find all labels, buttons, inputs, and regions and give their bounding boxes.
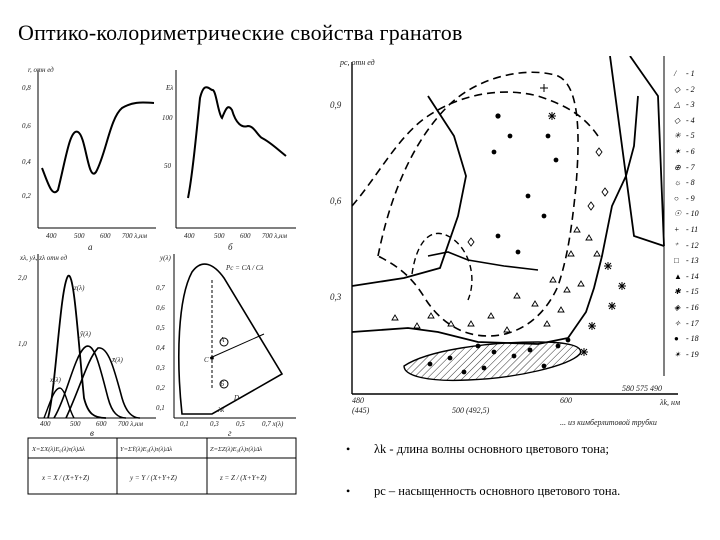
- tick: 0,3: [156, 364, 165, 372]
- legend-marker-icon: ⁺: [674, 240, 679, 250]
- bullet-text: λk - длина волны основного цветового тона;: [374, 442, 609, 456]
- legend-marker-icon: ⊕: [674, 162, 681, 172]
- legend-item: [674, 175, 710, 191]
- chroma-point: λk: [218, 406, 225, 414]
- tick: 400: [46, 232, 57, 240]
- legend-item: [674, 300, 710, 316]
- legend-item: [674, 316, 710, 332]
- tick: 0,7 x(λ): [262, 420, 284, 428]
- legend-item: [674, 222, 710, 238]
- legend-marker-icon: +: [674, 224, 680, 234]
- chroma-ylabel: y(λ): [160, 254, 171, 262]
- tick: 600: [560, 396, 572, 405]
- figure-left: [14, 58, 300, 498]
- tick: 400: [184, 232, 195, 240]
- legend-marker-icon: ○: [674, 193, 679, 203]
- legend-item: [674, 82, 710, 98]
- legend-label: - 15: [686, 287, 699, 297]
- panel-letter: а: [88, 242, 93, 252]
- legend-label: - 8: [686, 178, 695, 188]
- curve-label: x(λ): [50, 376, 61, 384]
- legend-label: - 13: [686, 256, 699, 266]
- legend-label: - 5: [686, 131, 695, 141]
- legend-label: - 2: [686, 84, 695, 94]
- legend-label: - 14: [686, 271, 699, 281]
- caption-fragment: ... из кимберлитовой трубки: [560, 418, 657, 427]
- legend-item: [674, 160, 710, 176]
- chroma-point: C: [204, 356, 209, 364]
- tick: 500: [70, 420, 81, 428]
- legend-marker-icon: □: [674, 256, 679, 266]
- tick: 0,2: [156, 384, 165, 392]
- legend-marker-icon: △: [674, 100, 681, 110]
- tick: 500 (492,5): [452, 406, 490, 415]
- tick: 480: [352, 396, 364, 405]
- tick: 700 λ,нм: [262, 232, 287, 240]
- legend-label: - 3: [686, 100, 695, 110]
- tick: 700 λ,нм: [122, 232, 147, 240]
- bullet-text: pc – насыщенность основного цветового тона.: [374, 484, 621, 498]
- curve-label: ȳ(λ): [80, 330, 91, 338]
- slide-title: Оптико-колориметрические свойства гранатов: [18, 20, 463, 45]
- tick: 0,4: [156, 344, 165, 352]
- legend-marker-icon: ◇: [674, 115, 681, 125]
- tick: 0,7: [156, 284, 165, 292]
- tick: 50: [164, 162, 171, 170]
- formula: x = X / (X+Y+Z): [42, 474, 90, 482]
- legend-label: - 17: [686, 318, 699, 328]
- panel-letter: г: [228, 428, 232, 438]
- chroma-point: D: [234, 394, 240, 402]
- legend-item: [674, 347, 710, 363]
- curve-label: x̄(λ): [112, 356, 123, 364]
- legend-item: [674, 206, 710, 222]
- tick: 0,1: [156, 404, 165, 412]
- formula: X=ΣX(λ)E₀(λ)τ(λ)Δλ: [32, 446, 85, 453]
- legend-marker-icon: ●: [674, 334, 679, 344]
- legend-item: [674, 238, 710, 254]
- curve-label: z(λ): [74, 284, 85, 292]
- legend-item: [674, 66, 710, 82]
- legend-label: - 7: [686, 162, 695, 172]
- legend-marker-icon: /: [674, 69, 677, 78]
- legend-item: [674, 97, 710, 113]
- legend-item: [674, 284, 710, 300]
- tick: 0,8: [22, 84, 31, 92]
- legend-marker-icon: ☼: [674, 178, 682, 188]
- chroma-point: Б: [220, 380, 225, 388]
- panel-source: [176, 70, 296, 228]
- legend-label: - 4: [686, 115, 695, 125]
- tick: 700 λ,нм: [118, 420, 143, 428]
- legend-label: - 16: [686, 302, 699, 312]
- tick: 0,3: [210, 420, 219, 428]
- legend-marker-icon: ✶: [674, 146, 681, 156]
- panel-letter: б: [228, 242, 233, 252]
- legend-label: - 18: [686, 334, 699, 344]
- tick: 0,2: [22, 192, 31, 200]
- legend-label: - 12: [686, 240, 699, 250]
- tick: 600: [100, 232, 111, 240]
- legend-item: [674, 128, 710, 144]
- tick: 500: [214, 232, 225, 240]
- legend-item: [674, 253, 710, 269]
- legend-item: [674, 144, 710, 160]
- tick: 600: [240, 232, 251, 240]
- bullet-list: [346, 442, 706, 526]
- legend-label: - 1: [686, 69, 695, 78]
- scatter-diamonds: [468, 148, 608, 246]
- legend-item: [674, 331, 710, 347]
- tick: 100: [162, 114, 173, 122]
- formula: y = Y / (X+Y+Z): [130, 474, 177, 482]
- tick: 0,6: [330, 196, 342, 206]
- tick: (445): [352, 406, 370, 415]
- legend-marker-icon: ✴: [674, 349, 681, 359]
- formula: Y=ΣȲ(λ)E₀(λ)τ(λ)Δλ: [120, 446, 173, 453]
- tick: 0,5: [236, 420, 245, 428]
- legend: [674, 66, 710, 362]
- tick: 0,9: [330, 100, 342, 110]
- tick: 0,1: [180, 420, 189, 428]
- tick: 2,0: [18, 274, 27, 282]
- legend-marker-icon: ✱: [674, 287, 681, 297]
- legend-label: - 19: [686, 349, 699, 359]
- tick: 400: [40, 420, 51, 428]
- source-ylabel: Eλ: [166, 84, 174, 92]
- legend-marker-icon: ◇: [674, 84, 681, 94]
- cmf-ylabel: xλ, yλ, zλ отн ед: [20, 254, 68, 262]
- tick: 0,4: [22, 158, 31, 166]
- legend-label: - 11: [686, 224, 699, 234]
- chroma-point: A: [220, 336, 225, 344]
- tick: 500: [74, 232, 85, 240]
- legend-marker-icon: ✳: [674, 131, 681, 141]
- panel-reflectance: [38, 70, 156, 228]
- legend-label: - 6: [686, 146, 695, 156]
- tick: 1,0: [18, 340, 27, 348]
- legend-marker-icon: ◈: [674, 302, 681, 312]
- legend-label: - 9: [686, 193, 695, 203]
- legend-marker-icon: ✧: [674, 318, 681, 328]
- legend-marker-icon: ☉: [674, 209, 682, 219]
- tick: 600: [96, 420, 107, 428]
- legend-label: - 10: [686, 209, 699, 219]
- legend-marker-icon: ▲: [674, 271, 682, 281]
- right-xlabel: λk, нм: [660, 398, 681, 407]
- list-item: • λk - длина волны основного цветового тона;: [346, 442, 609, 456]
- list-item: • pc – насыщенность основного цветового тона.: [346, 484, 621, 498]
- panel-cmf: [38, 254, 156, 418]
- formula: z = Z / (X+Y+Z): [220, 474, 267, 482]
- right-ylabel: pc, отн ед: [340, 58, 375, 67]
- tick: 0,5: [156, 324, 165, 332]
- tick: 0,6: [22, 122, 31, 130]
- tick: 0,3: [330, 292, 342, 302]
- formula: Z=ΣZ(λ)E₀(λ)τ(λ)Δλ: [210, 446, 263, 453]
- chroma-formula: Pc = CA / Cλ: [226, 264, 264, 272]
- reflectance-ylabel: r, отн ед: [28, 66, 54, 74]
- legend-item: [674, 113, 710, 129]
- tick: 580 575 490: [622, 384, 662, 393]
- tick: 0,6: [156, 304, 165, 312]
- legend-item: [674, 191, 710, 207]
- panel-letter: в: [90, 428, 94, 438]
- legend-item: [674, 269, 710, 285]
